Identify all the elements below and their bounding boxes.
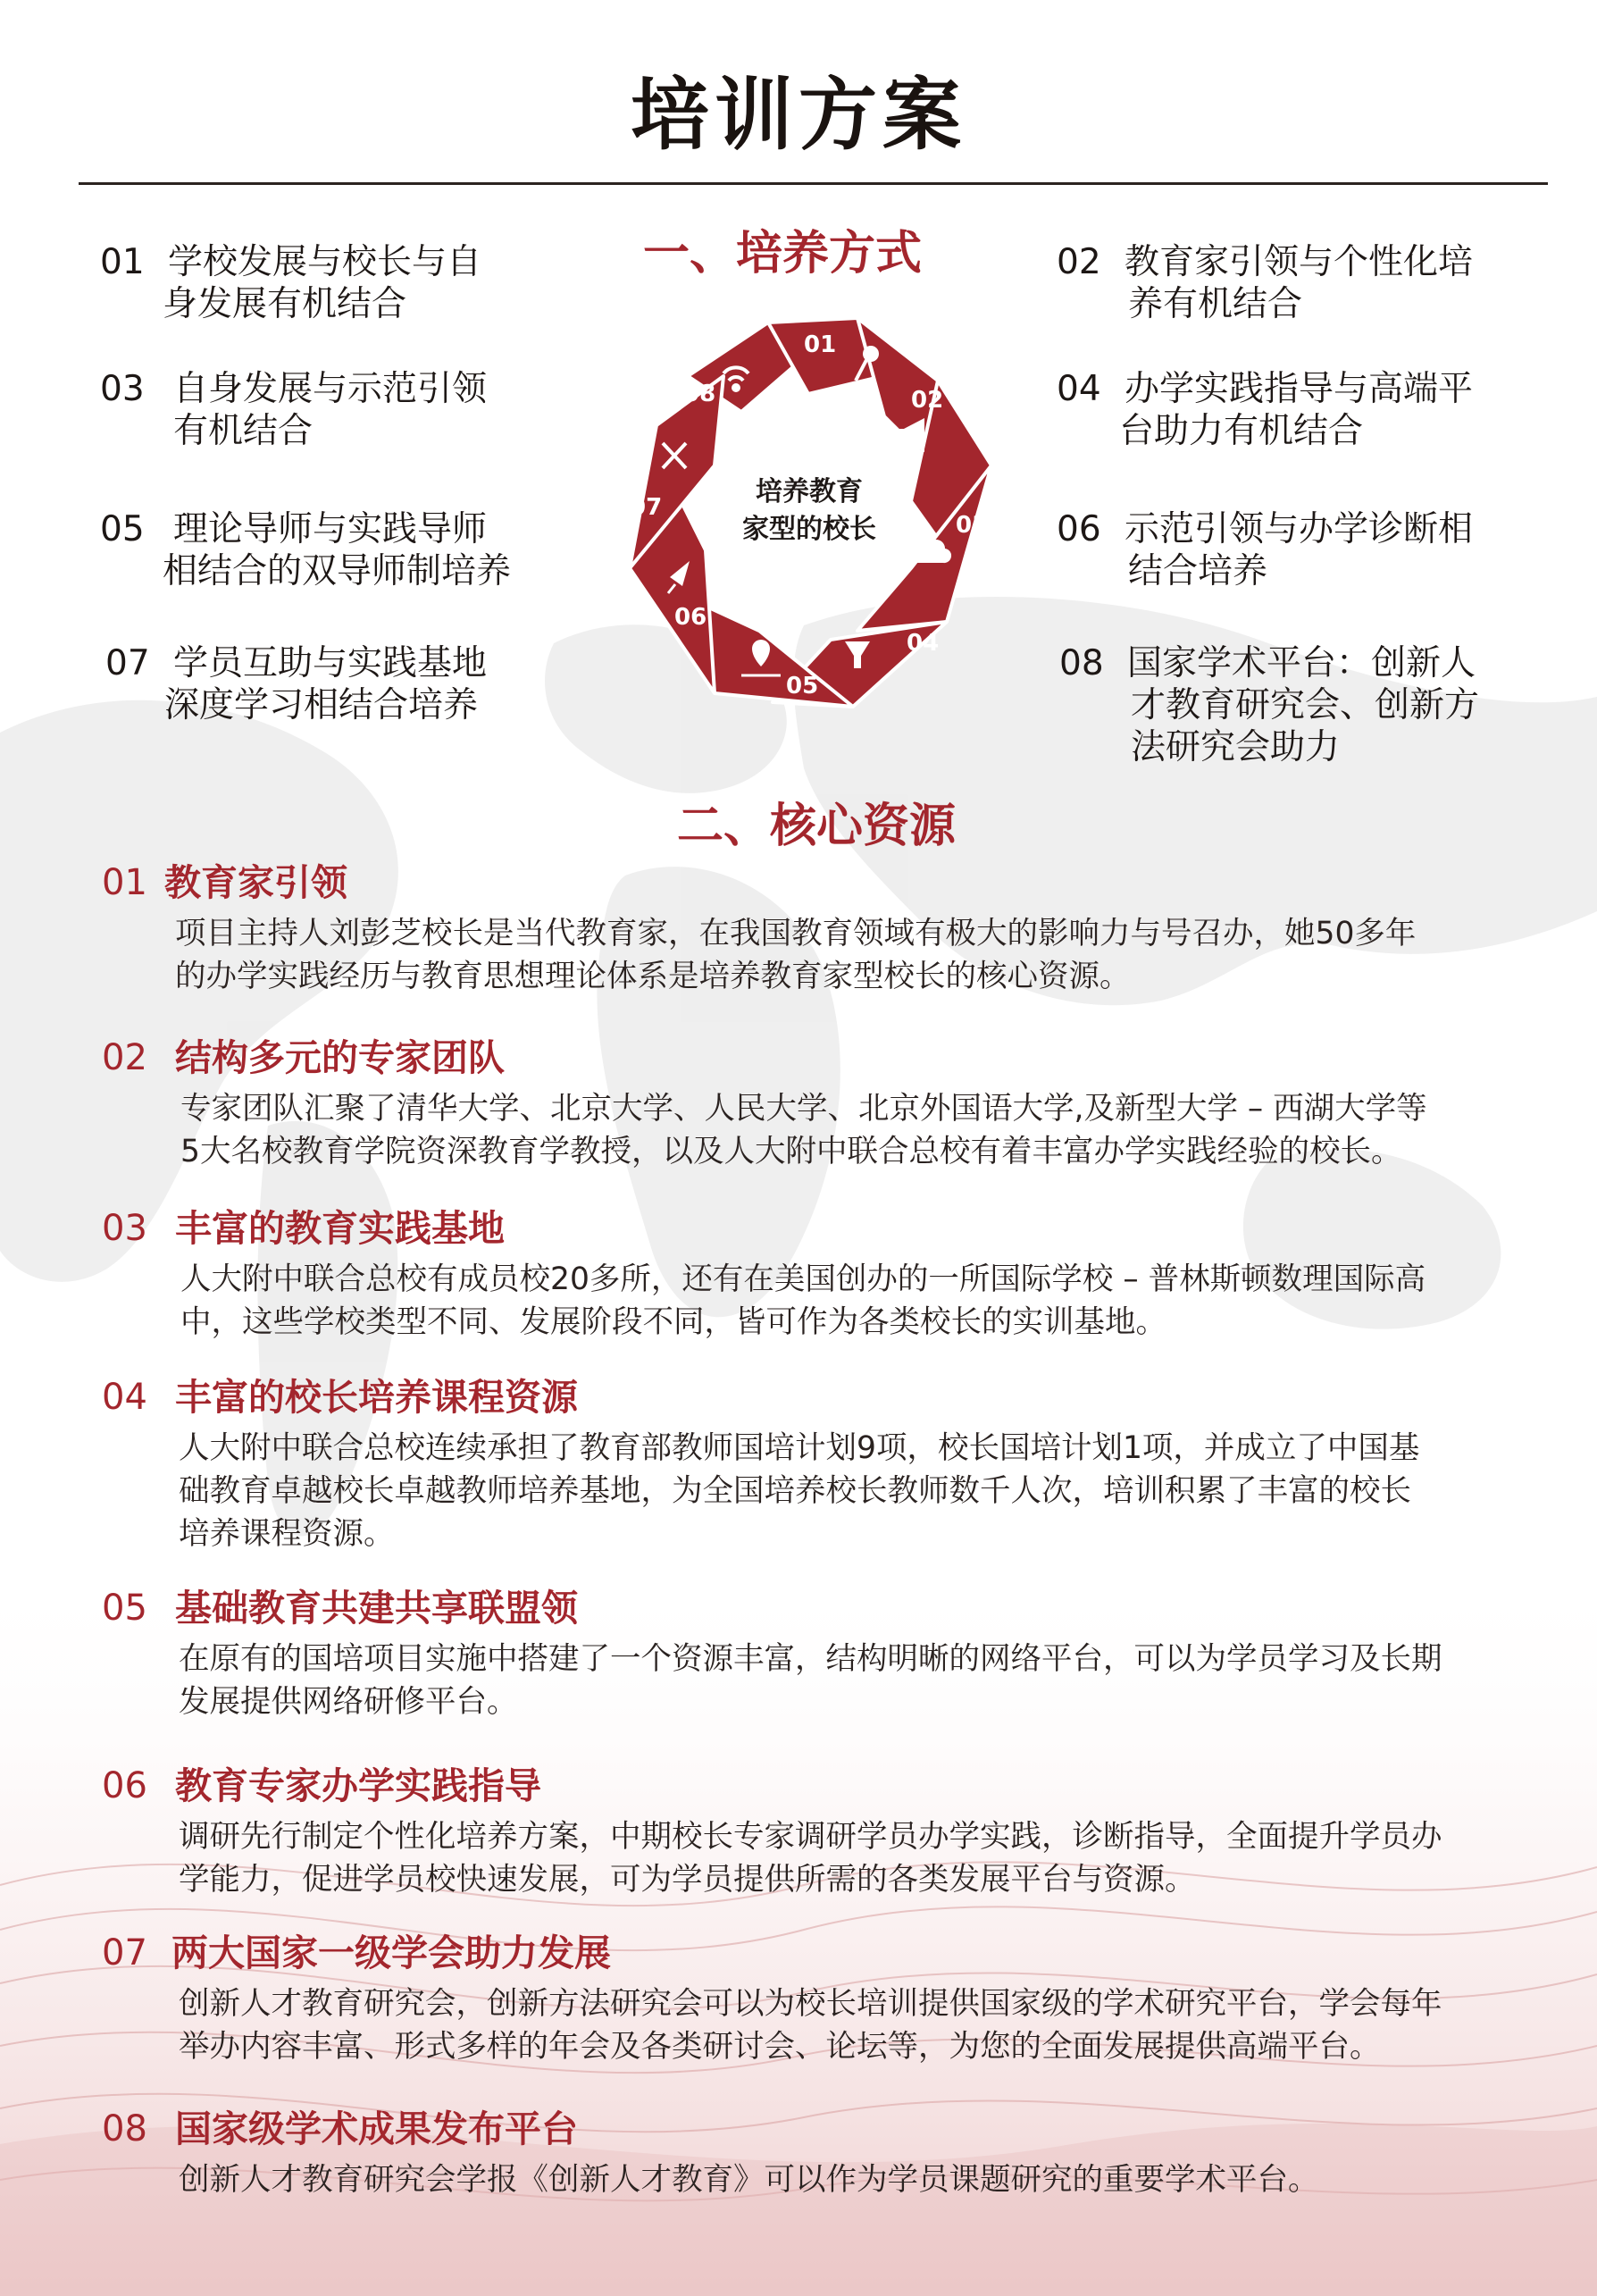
mode-item-line: 才教育研究会、创新方: [1131, 685, 1480, 725]
page-title: 培训方案: [630, 68, 966, 161]
mode-item-line: 教育家引领与个性化培: [1125, 242, 1474, 282]
resource-title: 教育家引领: [164, 861, 347, 904]
resource-title: 丰富的校长培养课程资源: [175, 1376, 578, 1419]
segment-number: 05: [786, 673, 819, 700]
resource-title: 结构多元的专家团队: [175, 1036, 505, 1079]
resource-item-07: [102, 1927, 1522, 2068]
resource-title: 丰富的教育实践基地: [175, 1207, 505, 1250]
resource-title: 两大国家一级学会助力发展: [171, 1931, 611, 1974]
resource-line: 创新人才教育研究会，创新方法研究会可以为校长培训提供国家级的学术研究平台，学会每年: [179, 1986, 1442, 2022]
section2-heading: 二、核心资源: [677, 800, 957, 853]
mode-item-line: 自身发展与示范引领: [173, 369, 488, 409]
segment-number: 01: [804, 331, 837, 358]
resource-number: 01: [102, 862, 147, 903]
mode-item-line: 台助力有机结合: [1119, 411, 1364, 451]
resource-line: 人大附中联合总校连续承担了教育部教师国培计划9项，校长国培计划1项，并成立了中国基: [179, 1430, 1420, 1466]
mode-item-line: 相结合的双导师制培养: [163, 551, 512, 591]
mode-item-line: 结合培养: [1128, 551, 1268, 591]
mode-item-number: 04: [1057, 369, 1101, 409]
resource-line: 人大附中联合总校有成员校20多所，还有在美国创办的一所国际学校 – 普林斯顿数理国际高: [180, 1261, 1426, 1297]
mode-item-line: 学员互助与实践基地: [173, 643, 488, 683]
mode-item-number: 05: [100, 509, 145, 549]
resource-line: 在原有的国培项目实施中搭建了一个资源丰富，结构明晰的网络平台，可以为学员学习及长期: [179, 1641, 1442, 1677]
resource-number: 02: [102, 1037, 147, 1078]
resource-title: 国家级学术成果发布平台: [175, 2107, 578, 2150]
diagram-center-line: 培养教育: [756, 476, 863, 507]
segment-number: 04: [907, 630, 940, 657]
resource-number: 03: [102, 1208, 147, 1249]
mode-item-number: 02: [1057, 242, 1101, 282]
resource-line: 学能力，促进学员校快速发展，可为学员提供所需的各类发展平台与资源。: [179, 1862, 1196, 1898]
resource-line: 专家团队汇聚了清华大学、北京大学、人民大学、北京外国语大学,及新型大学 – 西湖大学等: [180, 1091, 1427, 1127]
segment-number: 08: [683, 381, 716, 407]
segment-number: 06: [674, 604, 707, 631]
mode-item-line: 法研究会助力: [1131, 727, 1341, 767]
mode-item-number: 03: [100, 369, 145, 409]
segment-number: 07: [630, 494, 663, 521]
resource-line: 础教育卓越校长卓越教师培养基地，为全国培养校长教师数千人次，培训积累了丰富的校长: [179, 1473, 1411, 1509]
resource-line: 发展提供网络研修平台。: [179, 1684, 518, 1720]
segment-number: 03: [956, 512, 989, 539]
mode-item-number: 08: [1059, 643, 1104, 683]
resource-line: 调研先行制定个性化培养方案，中期校长专家调研学员办学实践，诊断指导，全面提升学员办: [179, 1819, 1442, 1855]
resource-line: 项目主持人刘彭芝校长是当代教育家，在我国教育领域有极大的影响力与号召办，她50多年: [175, 916, 1417, 951]
mode-item-line: 养有机结合: [1128, 284, 1303, 324]
section1-heading: 一、培养方式: [643, 227, 923, 281]
mode-item-line: 理论导师与实践导师: [173, 509, 488, 549]
diagram-center-line: 家型的校长: [742, 514, 876, 545]
mode-item-line: 学校发展与校长与自: [168, 242, 482, 282]
resource-line: 举办内容丰富、形式多样的年会及各类研讨会、论坛等，为您的全面发展提供高端平台。: [179, 2029, 1381, 2065]
mode-item-line: 办学实践指导与高端平: [1125, 369, 1474, 409]
resource-item-06: [102, 1760, 1522, 1901]
mode-item-line: 身发展有机结合: [163, 284, 407, 324]
resource-number: 06: [102, 1765, 147, 1806]
resource-number: 04: [102, 1377, 147, 1418]
mode-item-number: 06: [1057, 509, 1101, 549]
mode-item-number: 07: [105, 643, 150, 683]
training-mode-diagram: [616, 309, 1002, 718]
title-divider: [79, 182, 1548, 185]
mode-item-line: 深度学习相结合培养: [164, 685, 479, 725]
resource-item-03: [102, 1202, 1522, 1344]
mode-item-line: 国家学术平台：创新人: [1127, 643, 1476, 683]
resource-title: 教育专家办学实践指导: [175, 1764, 541, 1807]
resource-item-08: [102, 2103, 1522, 2201]
resource-line: 5大名校教育学院资深教育学教授，以及人大附中联合总校有着丰富办学实践经验的校长。: [180, 1134, 1402, 1169]
mode-item-line: 示范引领与办学诊断相: [1125, 509, 1474, 549]
resource-line: 创新人才教育研究会学报《创新人才教育》可以作为学员课题研究的重要学术平台。: [179, 2162, 1319, 2198]
resource-number: 07: [102, 1932, 147, 1973]
resource-number: 05: [102, 1588, 147, 1629]
resource-line: 的办学实践经历与教育思想理论体系是培养教育家型校长的核心资源。: [175, 959, 1131, 994]
resource-line: 培养课程资源。: [179, 1516, 395, 1552]
resource-number: 08: [102, 2108, 147, 2149]
mode-item-line: 有机结合: [173, 411, 314, 451]
mode-item-number: 01: [100, 242, 145, 282]
resource-item-02: [102, 1032, 1522, 1173]
resource-line: 中，这些学校类型不同、发展阶段不同，皆可作为各类校长的实训基地。: [180, 1304, 1166, 1340]
resource-item-05: [102, 1582, 1522, 1723]
resource-item-01: [102, 857, 1522, 998]
resource-item-04: [102, 1371, 1522, 1555]
segment-number: 02: [911, 387, 944, 414]
resource-title: 基础教育共建共享联盟领: [175, 1587, 578, 1630]
